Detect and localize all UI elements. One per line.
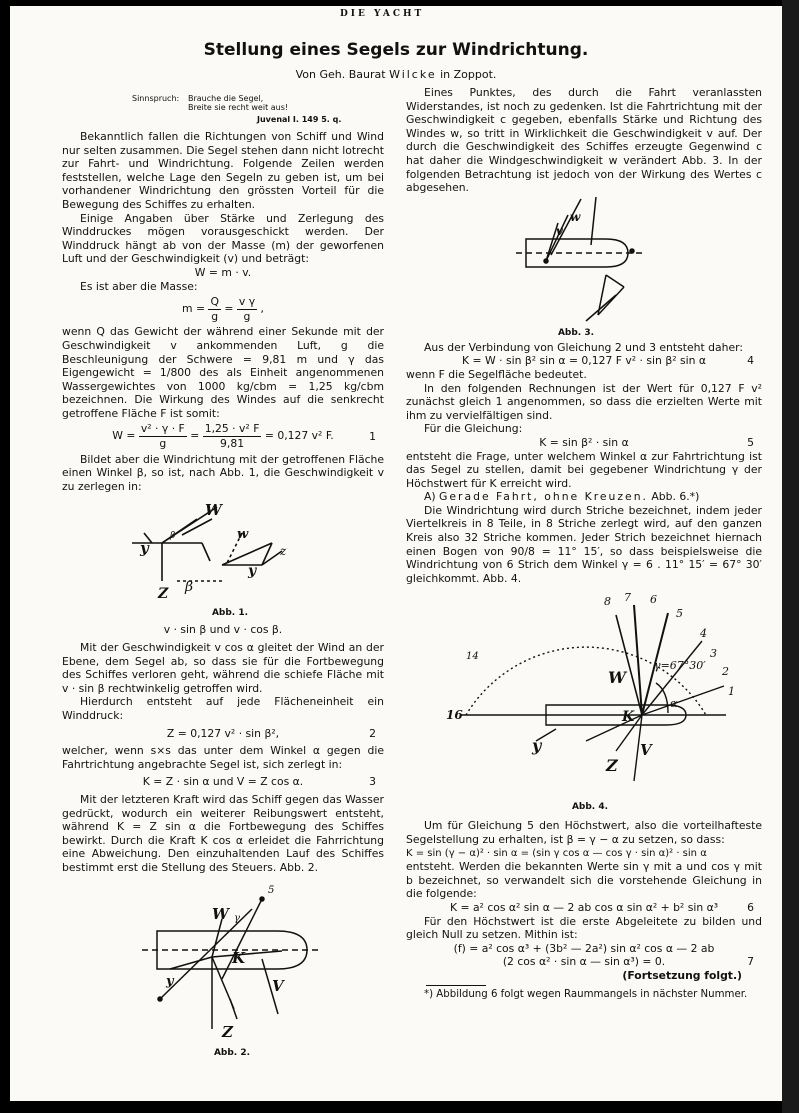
equation-6a: K = sin (γ − α)² · sin α = (sin γ cos α — cos γ · sin α)² · sin α [406, 847, 707, 859]
left-paragraph-9: Mit der letzteren Kraft wird das Schiff gegen das Wasser gedrückt, wodurch ein weiterer Reibungswert entsteht, während K = Z sin α die Fortbewegung des Schiffes bewirkt. Durch die Kraft K cos α erleidet die Fahrrichtung eine Abweichung. Den einzuhaltenden Lauf des Schiffes bestimmt erst die Stellung des Steuers. Abb. 2. [62, 792, 384, 874]
equation-vsin: v · sin β und v · cos β. [163, 623, 283, 637]
fig4-label-6: 6 [650, 593, 657, 607]
equation-1 [62, 422, 384, 450]
right-paragraph-9: Um für Gleichung 5 den Höchstwert, also die vorteilhafteste Segelstellung zu erhalten, ist β = γ − α zu setzen, so dass: [406, 819, 762, 847]
right-paragraph-6: entsteht die Frage, unter welchem Winkel α zur Fahrtrichtung ist das Segel zu stellen, damit bei gegebener Windrichtung γ der Höchstwert für K erreicht wird. [406, 449, 762, 490]
fig2-label-k: K [232, 948, 246, 967]
fig4-label-5: 5 [676, 607, 683, 621]
eq5-number: 5 [747, 435, 754, 449]
left-paragraph-5: Bildet aber die Windrichtung mit der getroffenen Fläche einen Winkel β, so ist, nach Abb. 1, die Geschwindigkeit v zu zerlegen in: [62, 452, 384, 493]
equation-6 [406, 901, 762, 915]
left-paragraph-1: Bekanntlich fallen die Richtungen von Schiff und Wind nur selten zusammen. Die Segel stehen dann nicht lotrecht zur Fahrt- und Windrichtung. Folgende Zeilen werden feststellen, welche Lage den Segeln zu geben ist, um bei vorhandener Windrichtung den grössten Vorteil für die Bewegung des Schiffes zu erhalten. [62, 130, 384, 211]
fig2-label-z: Z [222, 1022, 233, 1041]
motto-line1: Brauche die Segel, [188, 94, 264, 103]
footnote: *) Abbildung 6 folgt wegen Raummangels in nächster Nummer. [424, 988, 748, 1000]
fig4-label-2: 2 [722, 665, 729, 679]
continuation-note: (Fortsetzung folgt.) [622, 968, 742, 982]
fig4-label-4: 4 [700, 627, 707, 641]
fig4-label-angle: γ=67°30′ [654, 659, 706, 673]
fig4-label-w: W [608, 668, 626, 688]
author-prefix: Von Geh. Baurat [295, 68, 386, 81]
eq1-frac2 [203, 422, 262, 450]
figure-3-caption: Abb. 3. [557, 327, 595, 338]
figure-3 [406, 195, 762, 341]
eq3-number: 3 [369, 775, 376, 789]
fig1-label-y: y [140, 539, 149, 558]
fig3-label-v: v [556, 223, 563, 238]
left-paragraph-7: Hierdurch entsteht auf jede Flächeneinheit ein Winddruck: [62, 695, 384, 722]
left-paragraph-4: wenn Q das Gewicht der während einer Sekunde mit der Geschwindigkeit v ankommenden Luft, g die Beschleunigung der Schwere = 9,81 m und γ das Eigengewicht = 1/800 des als Einheit angenommenen Wassergewichtes von 1000 kg/cbm = 1,25 kg/cbm bezeichnen. Die Wirkung des Windes auf die senkrecht getroffene Fläche F ist somit: [62, 325, 384, 420]
eq1-lhs: W = [112, 429, 136, 443]
equation-4 [406, 354, 762, 368]
fig2-label-y: y [166, 973, 174, 989]
eq1-number: 1 [369, 430, 376, 444]
right-paragraph-4: In den folgenden Rechnungen ist der Wert für 0,127 F v² zunächst gleich 1 angenommen, so dass die erzielten Werte mit ihm zu vervielfältigen sind. [406, 381, 762, 422]
figure-2 [62, 879, 384, 1061]
author-name: Wilcke [389, 68, 437, 81]
eq-m-frac1 [208, 295, 221, 323]
equation-5 [406, 436, 762, 450]
fig2-label-gamma: γ [234, 912, 240, 924]
eq1-mid: = [190, 429, 200, 443]
eq6-number: 6 [747, 901, 754, 914]
equation-2 [62, 727, 384, 741]
scan-edge [782, 0, 799, 1113]
right-paragraph-3: wenn F die Segelfläche bedeutet. [406, 367, 587, 381]
running-header [40, 6, 470, 19]
eq1-frac1 [139, 422, 187, 450]
motto-line2: Breite sie recht weit aus! [188, 103, 289, 112]
equation-m [62, 295, 384, 323]
right-paragraph-10: entsteht. Werden die bekannten Werte sin γ mit a und cos γ mit b bezeichnet, so verwandelt sich die vorstehende Gleichung in die folgende: [406, 860, 762, 901]
section-title: Gerade Fahrt, ohne Kreuzen. [439, 490, 648, 504]
right-paragraph-2: Aus der Verbindung von Gleichung 2 und 3 entsteht daher: [424, 340, 743, 354]
page [10, 6, 782, 1101]
figure-1 [62, 493, 384, 621]
running-header-text: DIE YACHT [340, 9, 425, 19]
footnote-rule [426, 985, 486, 986]
author-line [10, 68, 782, 81]
left-column [62, 94, 384, 1061]
motto [132, 94, 384, 130]
fig4-label-8: 8 [604, 595, 611, 609]
fig4-label-k: K [622, 709, 635, 726]
eq4-text: K = W · sin β² sin α = 0,127 F v² · sin β² sin α [461, 354, 706, 368]
eq1-den2: 9,81 [220, 437, 245, 451]
left-paragraph-2: Einige Angaben über Stärke und Zerlegung des Winddruckes mögen vorausgeschickt werden. Der Winddruck hängt ab von der Masse (m) der geworfenen Luft und der Geschwindigkeit (v) und beträgt: [62, 211, 384, 266]
eq1-den1: g [159, 437, 167, 451]
eq1-end: = 0,127 v² F. [264, 429, 334, 443]
fig4-label-z: Z [606, 756, 618, 776]
fig4-label-y: y [532, 736, 542, 756]
eq-m-frac2 [237, 295, 257, 323]
fig4-label-3: 3 [710, 647, 717, 661]
motto-label: Sinnspruch: [132, 94, 180, 103]
eq6-text: K = a² cos α² sin α — 2 ab cos α sin α² + b² sin α³ [449, 901, 719, 914]
eq4-number: 4 [747, 354, 754, 368]
right-column [406, 86, 762, 1001]
fig1-label-w: W [205, 501, 222, 520]
fig1-label-y2: y [248, 563, 257, 580]
fig1-label-w2: w [237, 527, 249, 543]
fig4-label-7: 7 [624, 591, 631, 605]
eq2-number: 2 [369, 726, 376, 740]
right-paragraph-8: Die Windrichtung wird durch Striche bezeichnet, indem jeder Viertelkreis in 8 Teile, in 8 Striche zerlegt wird, auf den ganzen Kreis also 32 Striche kommen. Jeder Strich bezeichnet hiernach einen Bogen von 90/8 = 11° 15′, so dass beispielsweise die Windrichtung von 6 Strich dem Winkel γ = 6 . 11° 15′ = 67° 30′ gleichkommt. Abb. 4. [406, 503, 762, 585]
fig2-label-w: W [212, 904, 229, 923]
figure-4-caption: Abb. 4. [571, 802, 609, 813]
fig1-label-z2: z [280, 544, 287, 559]
fig2-label-v: V [272, 976, 284, 995]
eq-m-mid: = [224, 302, 234, 316]
fig3-label-w: w [570, 209, 581, 224]
eq-m-den2: g [243, 309, 251, 323]
motto-source: Juvenal I. 149 5. q. [257, 115, 342, 124]
figure-2-caption: Abb. 2. [213, 1047, 251, 1058]
eq-m-num1: Q [210, 295, 219, 309]
equation-7a: (f) = a² cos α³ + (3b² — 2a²) sin α² cos α — 2 ab [453, 941, 715, 955]
section-label: A) [424, 490, 436, 504]
right-paragraph-5: Für die Gleichung: [424, 422, 523, 436]
eq7-number: 7 [747, 955, 754, 969]
equation-3 [62, 775, 384, 789]
figure-4 [406, 591, 762, 813]
eq3-text: K = Z · sin α und V = Z cos α. [142, 775, 304, 789]
fig4-label-16: 16 [446, 708, 463, 723]
fig1-label-beta: β [170, 531, 176, 542]
left-paragraph-6: Mit der Geschwindigkeit v cos α gleitet der Wind an der Ebene, dem Segel ab, so dass sie für die Fortbewegung des Schiffes verloren geht, während die schiefe Fläche mit v · sin β rechtwinkelig getroffen wird. [62, 641, 384, 695]
figure-1-caption: Abb. 1. [211, 608, 249, 619]
eq5-text: K = sin β² · sin α [539, 435, 629, 449]
left-paragraph-8: welcher, wenn s×s das unter dem Winkel α gegen die Fahrtrichtung angebrachte Segel ist, sich zerlegt in: [62, 744, 384, 771]
eq7b-text: (2 cos α² · sin α — sin α³) = 0. [502, 955, 666, 969]
equation-7b [406, 955, 762, 969]
eq2-text: Z = 0,127 v² · sin β², [166, 726, 280, 740]
eq-m-num2: v γ [238, 295, 256, 309]
right-paragraph-11: Für den Höchstwert ist die erste Abgeleitete zu bilden und gleich Null zu setzen. Mithin ist: [406, 914, 762, 942]
left-paragraph-3: Es ist aber die Masse: [80, 279, 198, 293]
section-ref: Abb. 6.*) [651, 490, 700, 504]
fig1-label-beta2: β [185, 579, 194, 596]
eq-m-den1: g [211, 309, 219, 323]
equation-w: W = m · v. [194, 265, 252, 279]
eq1-num2: 1,25 · v² F [204, 422, 260, 436]
page-title: Stellung eines Segels zur Windrichtung. [203, 40, 589, 60]
eq-m-end: , [260, 302, 264, 316]
eq-m-lhs: m = [182, 302, 206, 316]
right-paragraph-1: Eines Punktes, des durch die Fahrt veranlassten Widerstandes, ist noch zu gedenken. Ist die Fahrtrichtung mit der Geschwindigkeit c gegeben, ebenfalls Stärke und Richtung des Windes w, so tritt in Wirklichkeit die Geschwindigkeit v auf. Der durch die Geschwindigkeit des Schiffes erzeugte Gegenwind c hat daher die Windgeschwindigkeit w verändert Abb. 3. In der folgenden Betrachtung ist jedoch von der Wirkung des Wertes c abgesehen. [406, 86, 762, 195]
author-place: in Zoppot. [440, 68, 497, 81]
eq1-num1: v² · γ · F [140, 422, 185, 436]
fig2-label-5: 5 [268, 884, 275, 896]
fig4-label-14: 14 [466, 651, 479, 663]
fig1-label-z: Z [158, 586, 169, 603]
fig4-label-v: V [640, 741, 652, 760]
fig4-label-alpha: α [670, 697, 678, 711]
right-paragraph-7 [406, 490, 762, 504]
fig4-label-1: 1 [728, 685, 735, 699]
